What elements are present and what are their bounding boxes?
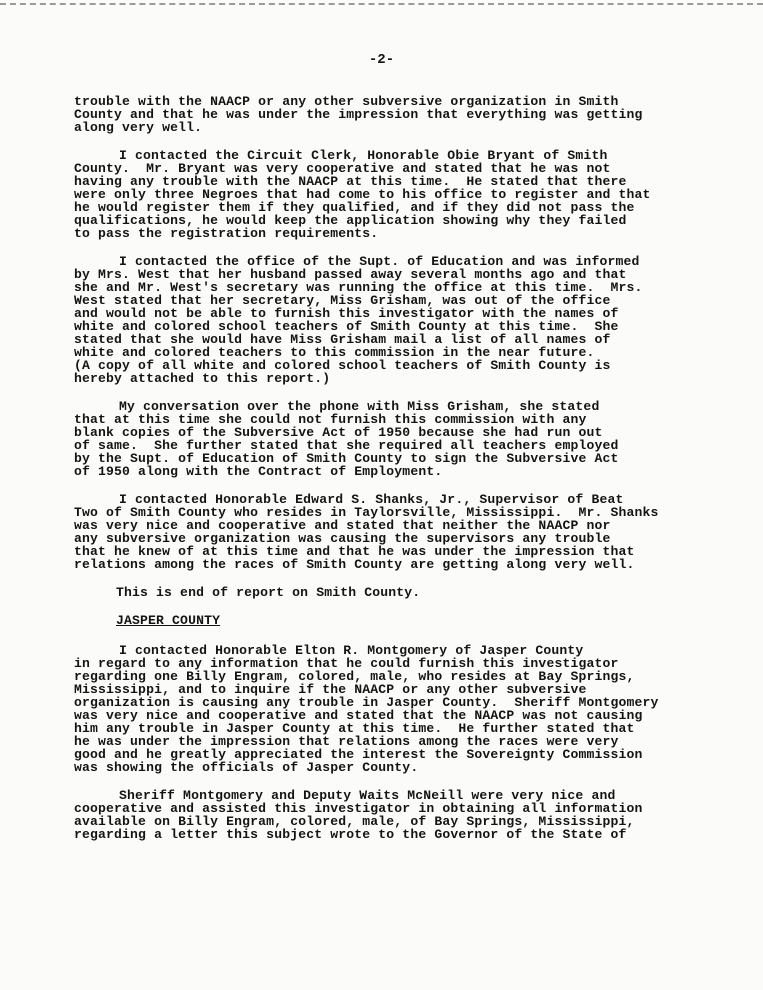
paragraph-circuit-clerk [74, 149, 734, 240]
text-line: that he knew of at this time and that he was under the impression that [74, 544, 635, 559]
text-line: she and Mr. West's secretary was running the office at this time. Mrs. [74, 280, 643, 295]
text-line: white and colored teachers to this commission in the near future. [74, 345, 595, 360]
text-line: relations among the races of Smith County are getting along very well. [74, 557, 635, 572]
text-line: stated that she would have Miss Grisham mail a list of all names of [74, 332, 611, 347]
text-line: in regard to any information that he could furnish this investigator [74, 656, 619, 671]
text-line: available on Billy Engram, colored, male, of Bay Springs, Mississippi, [74, 814, 635, 829]
paragraph-supervisor-shanks [74, 493, 734, 571]
paragraph-supt-education [74, 255, 734, 385]
text-line: and would not be able to furnish this investigator with the names of [74, 306, 619, 321]
text-line: to pass the registration requirements. [74, 226, 379, 241]
text-line: by the Supt. of Education of Smith County to sign the Subversive Act [74, 451, 619, 466]
text-line: I contacted the Circuit Clerk, Honorable Obie Bryant of Smith [119, 148, 608, 163]
text-line: along very well. [74, 120, 203, 135]
text-line: he would register them if they qualified, and if they did not pass the [74, 200, 635, 215]
page-number: -2- [368, 52, 395, 68]
text-line: of same. She further stated that she required all teachers employed [74, 438, 619, 453]
paragraph-sheriff-montgomery [74, 644, 734, 774]
text-line: blank copies of the Subversive Act of 1950 because she had run out [74, 425, 603, 440]
text-line: by Mrs. West that her husband passed away several months ago and that [74, 267, 627, 282]
text-line: him any trouble in Jasper County at this time. He further stated that [74, 721, 635, 736]
text-line: was very nice and cooperative and stated that neither the NAACP nor [74, 518, 611, 533]
text-line: County and that he was under the impression that everything was getting [74, 107, 643, 122]
text-line: I contacted the office of the Supt. of Education and was informed [119, 254, 640, 269]
text-line: Sheriff Montgomery and Deputy Waits McNeill were very nice and [119, 788, 616, 803]
text-line: he was under the impression that relations among the races were very [74, 734, 619, 749]
text-line: any subversive organization was causing the supervisors any trouble [74, 531, 611, 546]
text-line: Mississippi, and to inquire if the NAACP or any other subversive [74, 682, 587, 697]
page-top-edge-rule [0, 3, 763, 5]
end-of-smith-county-note: This is end of report on Smith County. [116, 585, 421, 600]
text-line: were only three Negroes that had come to his office to register and that [74, 187, 651, 202]
text-line: organization is causing any trouble in Jasper County. Sheriff Montgomery [74, 695, 659, 710]
text-line: good and he greatly appreciated the interest the Sovereignty Commission [74, 747, 643, 762]
text-line: that at this time she could not furnish this commission with any [74, 412, 587, 427]
text-line: hereby attached to this report.) [74, 371, 331, 386]
text-line: was very nice and cooperative and stated that the NAACP was not causing [74, 708, 643, 723]
text-line: West stated that her secretary, Miss Grisham, was out of the office [74, 293, 611, 308]
text-line: was showing the officials of Jasper County. [74, 760, 419, 775]
text-line: County. Mr. Bryant was very cooperative and stated that he was not [74, 161, 611, 176]
text-line: (A copy of all white and colored school teachers of Smith County is [74, 358, 611, 373]
section-heading-jasper-county: JASPER COUNTY [116, 613, 221, 628]
text-line: white and colored school teachers of Smith County at this time. She [74, 319, 619, 334]
text-line: trouble with the NAACP or any other subversive organization in Smith [74, 94, 619, 109]
paragraph-miss-grisham [74, 400, 734, 478]
text-line: cooperative and assisted this investigator in obtaining all information [74, 801, 643, 816]
text-line: My conversation over the phone with Miss Grisham, she stated [119, 399, 600, 414]
text-line: I contacted Honorable Edward S. Shanks, Jr., Supervisor of Beat [119, 492, 624, 507]
text-line: regarding one Billy Engram, colored, male, who resides at Bay Springs, [74, 669, 635, 684]
paragraph-continuation [74, 95, 734, 134]
paragraph-deputy-mcneill [74, 789, 734, 841]
report-body [74, 95, 734, 856]
text-line: I contacted Honorable Elton R. Montgomery of Jasper County [119, 643, 584, 658]
text-line: of 1950 along with the Contract of Employment. [74, 464, 443, 479]
text-line: Two of Smith County who resides in Taylorsville, Mississippi. Mr. Shanks [74, 505, 659, 520]
text-line: regarding a letter this subject wrote to the Governor of the State of [74, 827, 627, 842]
text-line: qualifications, he would keep the application showing why they failed [74, 213, 627, 228]
text-line: having any trouble with the NAACP at this time. He stated that there [74, 174, 627, 189]
